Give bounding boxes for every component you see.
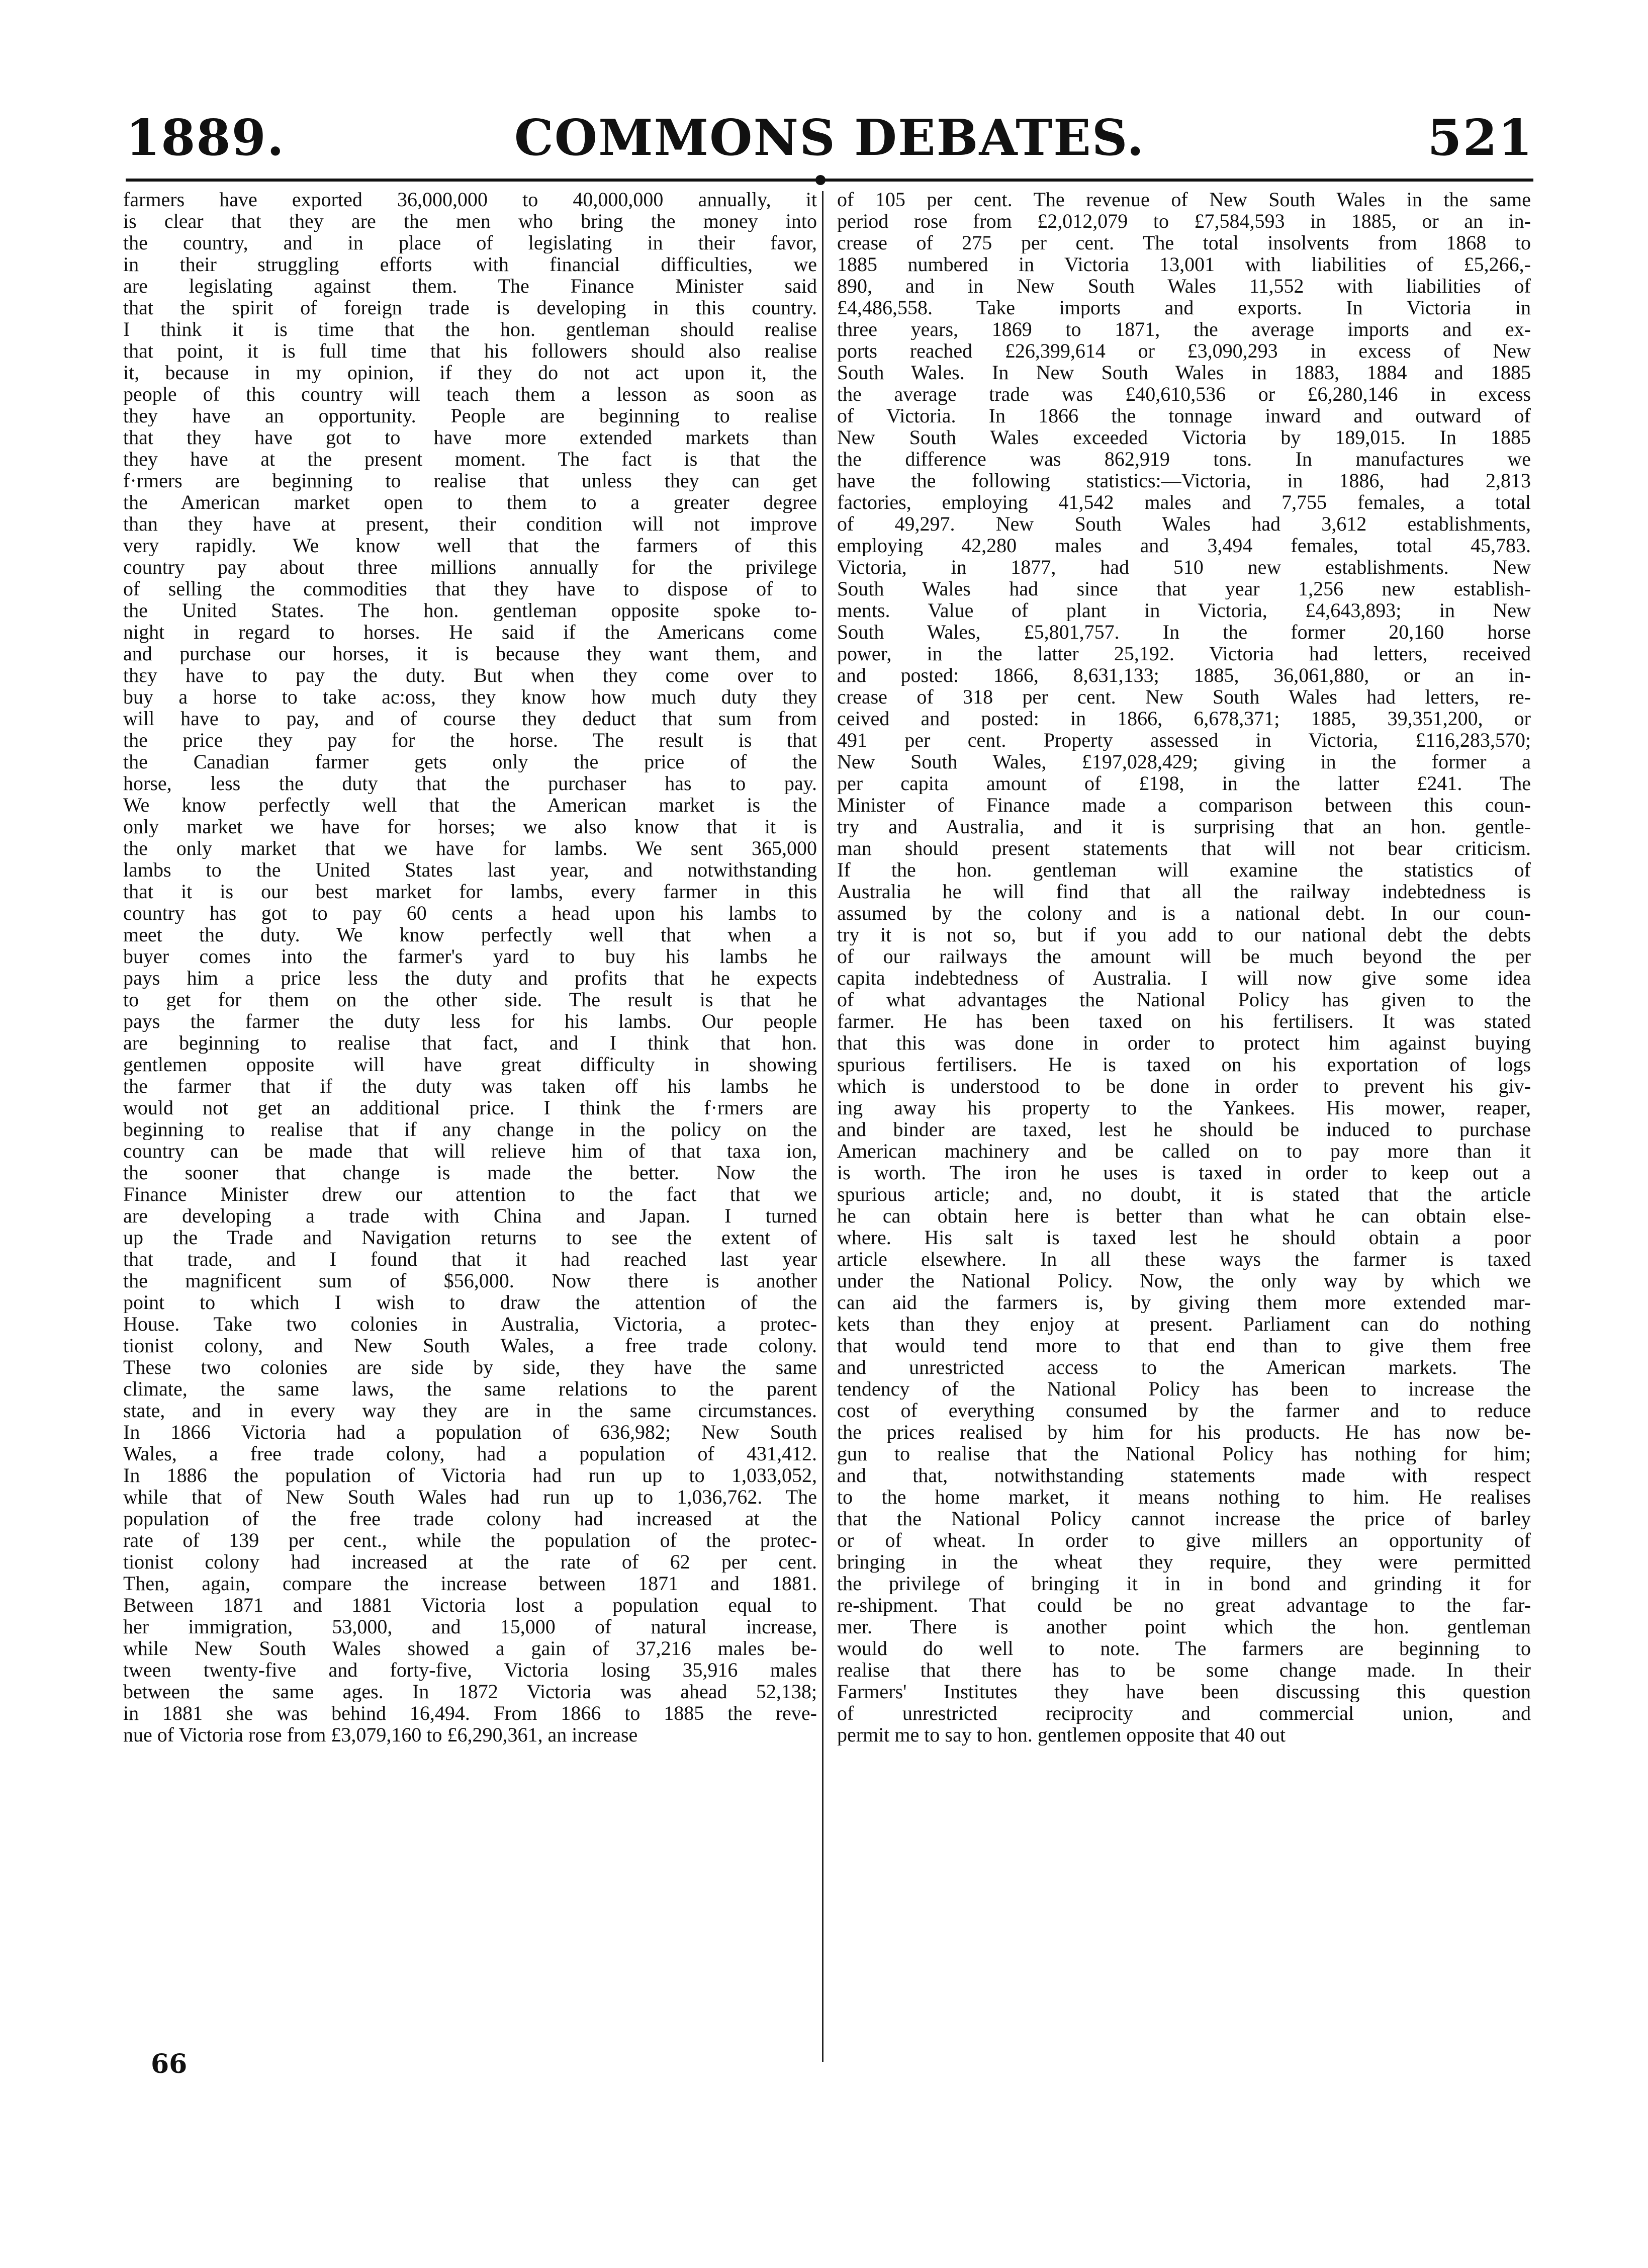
text-line: spurious article; and, no doubt, it is stated that the article: [837, 1183, 1531, 1205]
text-line: New South Wales exceeded Victoria by 189,015. In 1885: [837, 426, 1531, 448]
text-line: of unrestricted reciprocity and commercial union, and: [837, 1702, 1531, 1724]
text-line: 491 per cent. Property assessed in Victoria, £116,283,570;: [837, 729, 1531, 751]
text-line: the difference was 862,919 tons. In manufactures we: [837, 448, 1531, 470]
text-line: House. Take two colonies in Australia, Victoria, a protec-: [123, 1313, 817, 1335]
text-line: point to which I wish to draw the attention of the: [123, 1291, 817, 1313]
text-line: Victoria, in 1877, had 510 new establishments. New: [837, 556, 1531, 578]
text-line: her immigration, 53,000, and 15,000 of natural increase,: [123, 1616, 817, 1637]
text-line: try it is not so, but if you add to our national debt the debts: [837, 924, 1531, 945]
text-line: crease of 318 per cent. New South Wales had letters, re-: [837, 686, 1531, 708]
text-line: tionist colony had increased at the rate of 62 per cent.: [123, 1551, 817, 1573]
text-line: horse, less the duty that the purchaser has to pay.: [123, 772, 817, 794]
text-line: kets than they enjoy at present. Parliament can do nothing: [837, 1313, 1531, 1335]
text-line: and binder are taxed, lest he should be induced to purchase: [837, 1118, 1531, 1140]
text-line: up the Trade and Navigation returns to see the extent of: [123, 1227, 817, 1248]
text-line: between the same ages. In 1872 Victoria was ahead 52,138;: [123, 1681, 817, 1702]
text-line: cost of everything consumed by the farmer and to reduce: [837, 1400, 1531, 1421]
text-line: employing 42,280 males and 3,494 females, total 45,783.: [837, 535, 1531, 556]
text-line: will have to pay, and of course they deduct that sum from: [123, 708, 817, 729]
text-line: New South Wales, £197,028,429; giving in the former a: [837, 751, 1531, 772]
text-line: of our railways the amount will be much beyond the per: [837, 945, 1531, 967]
text-line: are legislating against them. The Finance Minister said: [123, 275, 817, 297]
text-line: pays him a price less the duty and profits that he expects: [123, 967, 817, 989]
text-line: under the National Policy. Now, the only way by which we: [837, 1270, 1531, 1291]
text-line: than they have at present, their condition will not improve: [123, 513, 817, 535]
text-line: of selling the commodities that they have to dispose of to: [123, 578, 817, 599]
text-line: that trade, and I found that it had reached last year: [123, 1248, 817, 1270]
text-line: ceived and posted: in 1866, 6,678,371; 1885, 39,351,200, or: [837, 708, 1531, 729]
text-line: can aid the farmers is, by giving them more extended mar-: [837, 1291, 1531, 1313]
text-line: in 1881 she was behind 16,494. From 1866 to 1885 the reve-: [123, 1702, 817, 1724]
text-line: pays the farmer the duty less for his lambs. Our people: [123, 1010, 817, 1032]
text-line: lambs to the United States last year, and notwithstanding: [123, 859, 817, 881]
text-line: the magnificent sum of $56,000. Now there is another: [123, 1270, 817, 1291]
text-line: the Canadian farmer gets only the price of the: [123, 751, 817, 772]
text-line: that it is our best market for lambs, every farmer in this: [123, 881, 817, 902]
text-line: to the home market, it means nothing to him. He realises: [837, 1486, 1531, 1508]
text-line: is worth. The iron he uses is taxed in order to keep out a: [837, 1162, 1531, 1183]
text-line: buy a horse to take ac:oss, they know how much duty they: [123, 686, 817, 708]
text-line: are developing a trade with China and Japan. I turned: [123, 1205, 817, 1227]
text-line: the American market open to them to a greater degree: [123, 491, 817, 513]
text-line: and posted: 1866, 8,631,133; 1885, 36,061,880, or an in-: [837, 664, 1531, 686]
text-line: the only market that we have for lambs. We sent 365,000: [123, 837, 817, 859]
text-line: or of wheat. In order to give millers an opportunity of: [837, 1529, 1531, 1551]
text-line: South Wales. In New South Wales in 1883, 1884 and 1885: [837, 362, 1531, 383]
text-line: would do well to note. The farmers are beginning to: [837, 1637, 1531, 1659]
text-line: three years, 1869 to 1871, the average imports and ex-: [837, 318, 1531, 340]
text-line: ports reached £26,399,614 or £3,090,293 in excess of New: [837, 340, 1531, 362]
text-line: American machinery and be called on to pay more than it: [837, 1140, 1531, 1162]
text-line: gentlemen opposite will have great difficulty in showing: [123, 1054, 817, 1075]
text-line: only market we have for horses; we also know that it is: [123, 816, 817, 837]
text-line: thεy have to pay the duty. But when they come over to: [123, 664, 817, 686]
text-line: spurious fertilisers. He is taxed on his exportation of logs: [837, 1054, 1531, 1075]
text-line: the price they pay for the horse. The result is that: [123, 729, 817, 751]
text-line: would not get an additional price. I think the f·rmers are: [123, 1097, 817, 1118]
text-line: of 49,297. New South Wales had 3,612 establishments,: [837, 513, 1531, 535]
text-line: gun to realise that the National Policy has nothing for him;: [837, 1443, 1531, 1464]
text-line: to get for them on the other side. The result is that he: [123, 989, 817, 1010]
text-line: assumed by the colony and is a national debt. In our coun-: [837, 902, 1531, 924]
text-line: farmer. He has been taxed on his fertilisers. It was stated: [837, 1010, 1531, 1032]
text-line: beginning to realise that if any change in the policy on the: [123, 1118, 817, 1140]
text-line: state, and in every way they are in the same circumstances.: [123, 1400, 817, 1421]
text-line: Between 1871 and 1881 Victoria lost a population equal to: [123, 1594, 817, 1616]
text-line: buyer comes into the farmer's yard to buy his lambs he: [123, 945, 817, 967]
text-line: country can be made that will relieve him of that taxa ion,: [123, 1140, 817, 1162]
text-line: that the National Policy cannot increase the price of barley: [837, 1508, 1531, 1529]
text-line: they have an opportunity. People are beginning to realise: [123, 405, 817, 426]
text-line: Then, again, compare the increase between 1871 and 1881.: [123, 1573, 817, 1594]
header-rule: [126, 179, 1533, 182]
text-line: per capita amount of £198, in the latter £241. The: [837, 772, 1531, 794]
text-line: they have at the present moment. The fact is that the: [123, 448, 817, 470]
header-title: COMMONS DEBATES.: [514, 109, 1145, 167]
text-line: man should present statements that will not bear criticism.: [837, 837, 1531, 859]
text-line: tendency of the National Policy has been to increase the: [837, 1378, 1531, 1400]
text-line: the average trade was £40,610,536 or £6,280,146 in excess: [837, 383, 1531, 405]
text-line: population of the free trade colony had increased at the: [123, 1508, 817, 1529]
text-line: very rapidly. We know well that the farmers of this: [123, 535, 817, 556]
text-line: the United States. The hon. gentleman opposite spoke to-: [123, 599, 817, 621]
text-line: realise that there has to be some change made. In their: [837, 1659, 1531, 1681]
text-line: period rose from £2,012,079 to £7,584,593 in 1885, or an in-: [837, 210, 1531, 232]
text-line: climate, the same laws, the same relations to the parent: [123, 1378, 817, 1400]
text-line: of Victoria. In 1866 the tonnage inward and outward of: [837, 405, 1531, 426]
text-line: Finance Minister drew our attention to the fact that we: [123, 1183, 817, 1205]
text-line: 1885 numbered in Victoria 13,001 with liabilities of £5,266,-: [837, 253, 1531, 275]
text-line: that would tend more to that end than to give them free: [837, 1335, 1531, 1356]
text-line: of what advantages the National Policy has given to the: [837, 989, 1531, 1010]
text-line: re-shipment. That could be no great advantage to the far-: [837, 1594, 1531, 1616]
text-line: We know perfectly well that the American market is the: [123, 794, 817, 816]
text-line: South Wales had since that year 1,256 new establish-: [837, 578, 1531, 599]
text-line: power, in the latter 25,192. Victoria had letters, received: [837, 643, 1531, 664]
text-line: tween twenty-five and forty-five, Victoria losing 35,916 males: [123, 1659, 817, 1681]
header-page-number: 521: [1427, 109, 1533, 167]
text-line: In 1886 the population of Victoria had run up to 1,033,052,: [123, 1464, 817, 1486]
text-line: capita indebtedness of Australia. I will now give some idea: [837, 967, 1531, 989]
text-line: bringing in the wheat they require, they were permitted: [837, 1551, 1531, 1573]
text-line: Australia he will find that all the railway indebtedness is: [837, 881, 1531, 902]
text-line: are beginning to realise that fact, and I think that hon.: [123, 1032, 817, 1054]
text-line: 890, and in New South Wales 11,552 with liabilities of: [837, 275, 1531, 297]
text-line: tionist colony, and New South Wales, a free trade colony.: [123, 1335, 817, 1356]
text-line: country has got to pay 60 cents a head upon his lambs to: [123, 902, 817, 924]
text-line: while New South Wales showed a gain of 37,216 males be-: [123, 1637, 817, 1659]
signature-mark: 66: [151, 2049, 188, 2079]
text-line: is clear that they are the men who bring the money into: [123, 210, 817, 232]
text-line: f·rmers are beginning to realise that unless they can get: [123, 470, 817, 491]
text-line: the farmer that if the duty was taken off his lambs he: [123, 1075, 817, 1097]
text-line: crease of 275 per cent. The total insolvents from 1868 to: [837, 232, 1531, 253]
text-line: country pay about three millions annually for the privilege: [123, 556, 817, 578]
text-line: have the following statistics:—Victoria, in 1886, had 2,813: [837, 470, 1531, 491]
text-line: the prices realised by him for his products. He has now be-: [837, 1421, 1531, 1443]
column-divider: [822, 191, 823, 2062]
text-line: ments. Value of plant in Victoria, £4,643,893; in New: [837, 599, 1531, 621]
text-line: try and Australia, and it is surprising that an hon. gentle-: [837, 816, 1531, 837]
text-line: which is understood to be done in order to prevent his giv-: [837, 1075, 1531, 1097]
text-line: meet the duty. We know perfectly well that when a: [123, 924, 817, 945]
text-line: Minister of Finance made a comparison between this coun-: [837, 794, 1531, 816]
text-line: the country, and in place of legislating in their favor,: [123, 232, 817, 253]
text-line: where. His salt is taxed lest he should obtain a poor: [837, 1227, 1531, 1248]
page-header: [126, 108, 1533, 179]
text-line: people of this country will teach them a lesson as soon as: [123, 383, 817, 405]
text-line: Wales, a free trade colony, had a population of 431,412.: [123, 1443, 817, 1464]
text-line: I think it is time that the hon. gentleman should realise: [123, 318, 817, 340]
text-line: and purchase our horses, it is because they want them, and: [123, 643, 817, 664]
text-line: farmers have exported 36,000,000 to 40,000,000 annually, it: [123, 189, 817, 210]
text-line: article elsewhere. In all these ways the farmer is taxed: [837, 1248, 1531, 1270]
right-column: [837, 189, 1531, 2049]
text-line: night in regard to horses. He said if the Americans come: [123, 621, 817, 643]
text-line: rate of 139 per cent., while the population of the protec-: [123, 1529, 817, 1551]
text-line: in their struggling efforts with financial difficulties, we: [123, 253, 817, 275]
text-line: If the hon. gentleman will examine the statistics of: [837, 859, 1531, 881]
text-line: it, because in my opinion, if they do not act upon it, the: [123, 362, 817, 383]
text-line: In 1866 Victoria had a population of 636,982; New South: [123, 1421, 817, 1443]
text-line: of 105 per cent. The revenue of New South Wales in the same: [837, 189, 1531, 210]
text-line: £4,486,558. Take imports and exports. In Victoria in: [837, 297, 1531, 318]
text-line: mer. There is another point which the hon. gentleman: [837, 1616, 1531, 1637]
text-line: These two colonies are side by side, they have the same: [123, 1356, 817, 1378]
text-line: South Wales, £5,801,757. In the former 20,160 horse: [837, 621, 1531, 643]
text-line: while that of New South Wales had run up to 1,036,762. The: [123, 1486, 817, 1508]
text-line: permit me to say to hon. gentlemen opposite that 40 out: [837, 1724, 1286, 1746]
left-column: [123, 189, 817, 2049]
text-line: that they have got to have more extended markets than: [123, 426, 817, 448]
header-year: 1889.: [126, 109, 285, 167]
text-line: that the spirit of foreign trade is developing in this country.: [123, 297, 817, 318]
text-line: that point, it is full time that his followers should also realise: [123, 340, 817, 362]
text-line: and that, notwithstanding statements made with respect: [837, 1464, 1531, 1486]
text-line: Farmers' Institutes they have been discussing this question: [837, 1681, 1531, 1702]
header-rule-mark: [815, 175, 826, 185]
text-line: nue of Victoria rose from £3,079,160 to £6,290,361, an increase: [123, 1724, 638, 1746]
text-line: and unrestricted access to the American markets. The: [837, 1356, 1531, 1378]
text-line: he can obtain here is better than what he can obtain else-: [837, 1205, 1531, 1227]
text-line: the sooner that change is made the better. Now the: [123, 1162, 817, 1183]
text-line: ing away his property to the Yankees. His mower, reaper,: [837, 1097, 1531, 1118]
text-line: factories, employing 41,542 males and 7,755 females, a total: [837, 491, 1531, 513]
text-line: the privilege of bringing it in in bond and grinding it for: [837, 1573, 1531, 1594]
text-line: that this was done in order to protect him against buying: [837, 1032, 1531, 1054]
